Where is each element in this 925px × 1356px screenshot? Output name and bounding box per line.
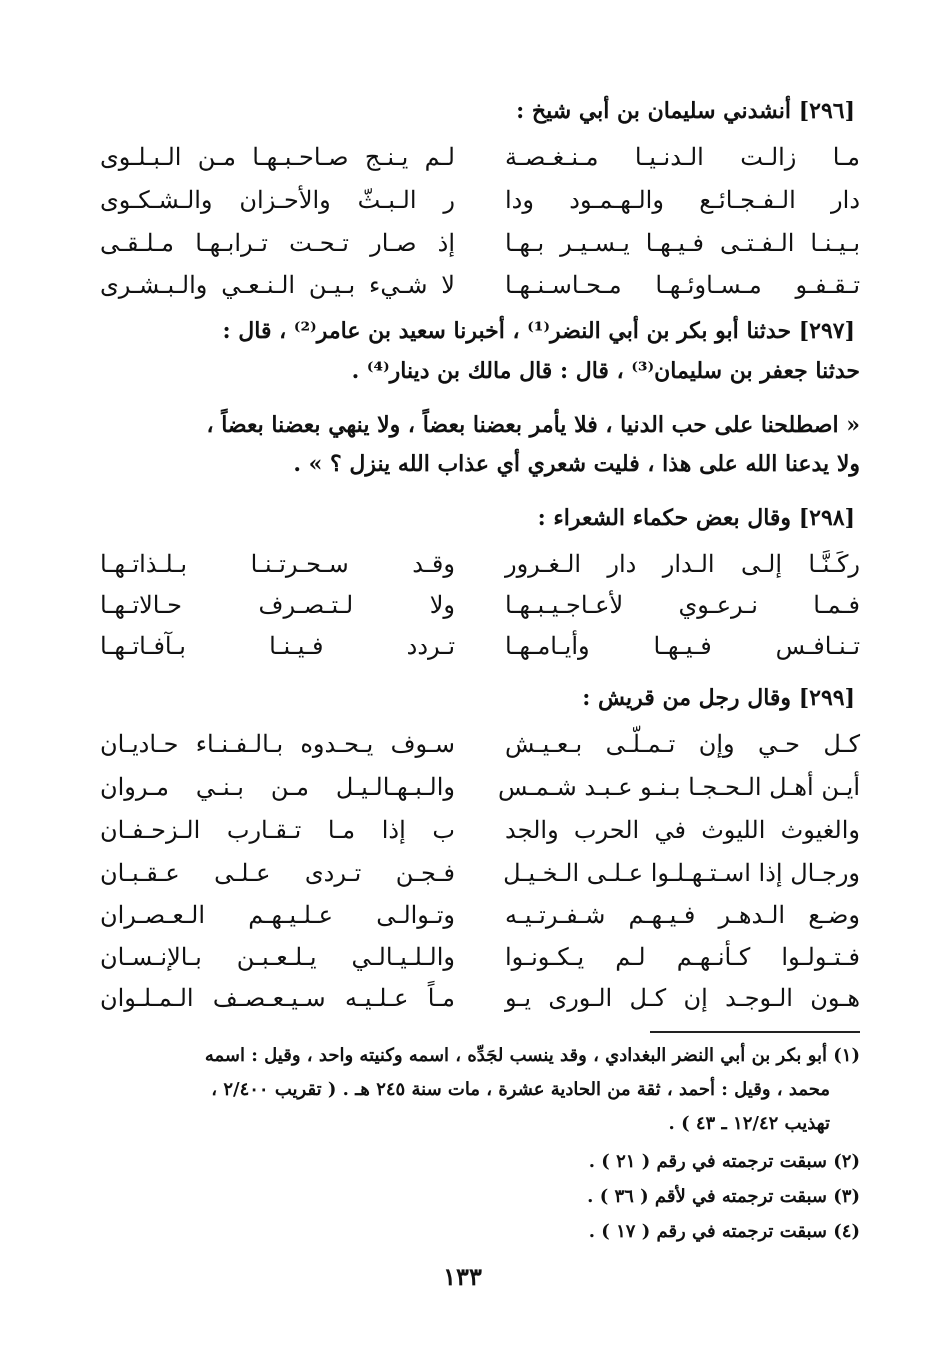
heading-296: [٢٩٦] أنشدني سليمان بن أبي شيخ : [516, 98, 855, 124]
heading-298: [٢٩٨] وقال بعض حكماء الشعراء : [537, 505, 855, 531]
verse-second-hemistich: ولا لـتـصـرف حـالاتـهـا [100, 591, 455, 619]
heading-299: [٢٩٩] وقال رجل من قريش : [582, 685, 855, 711]
verse-row [100, 143, 860, 183]
verse-second-hemistich: تـردد فـيـنـا بـآفـاتـهـا [100, 632, 455, 660]
verse-first-hemistich: دار الـفـجـائـع والـهـمـود ودا [505, 186, 860, 214]
verse-row [100, 816, 860, 856]
verse-second-hemistich: وتـوالـى عـلـيـهـم الـعـصـران [100, 901, 455, 929]
verse-row [100, 591, 860, 631]
verse-first-hemistich: هـون الـوجـد إن كـل الـورى يـو [505, 984, 860, 1012]
quote-line-2: ولا يدعنا الله على هذا ، فليت شعري أي عذاب الله ينزل ؟ » . [293, 451, 860, 477]
footnote-1-line-2: محمد ، وقيل : أحمد ، ثقة من الحادية عشرة ، مات سنة ٢٤٥ هـ . ( تقريب ٢/٤٠٠ ، [211, 1079, 830, 1100]
footnote-3: (٣) سبقت ترجمته في لأقم ( ٣٦ ) . [587, 1186, 860, 1207]
verse-row [100, 229, 860, 269]
verse-second-hemistich: ب إذا مـا تـقـارب الـزحـفـان [100, 816, 455, 844]
verse-row [100, 773, 860, 813]
verse-first-hemistich: فـمـا نـرعـوي لأعـاجـيـبـهـا [505, 591, 860, 619]
verse-first-hemistich: والغيوث الليوث في الحرب والجد [505, 816, 860, 844]
verse-row [100, 901, 860, 941]
verse-row [100, 859, 860, 899]
verse-second-hemistich: لـم يـنـج صـاحـبـهـا مـن الـبـلـوى [100, 143, 455, 171]
verse-row [100, 550, 860, 590]
footnote-2: (٢) سبقت ترجمته في رقم ( ٢١ ) . [588, 1151, 860, 1172]
verse-second-hemistich: والـبـهـالـيـل مـن بـنـي مـروان [100, 773, 455, 801]
footnote-separator [650, 1031, 860, 1033]
footnote-1-line-3: تهذيب ١٢/٤٢ ـ ٤٣ ) . [668, 1113, 830, 1134]
verse-first-hemistich: تـقـفـو مـسـاوئـهـا مـحـاسـنـهـا [505, 271, 860, 299]
verse-second-hemistich: سـوف يـحـدوه بـالـفـنـاء حـاديـان [100, 730, 455, 758]
verse-second-hemistich: ر الـبـثّ والأحـزان والـشـكـوى [100, 186, 455, 214]
verse-second-hemistich: لا شـيء بـيـن الـنـعـي والـبـشـرى [100, 271, 455, 299]
verse-row [100, 632, 860, 672]
verse-first-hemistich: وضـع الـدهـر فـيـهـم شـفـرتـيـه [505, 901, 860, 929]
footnote-4: (٤) سبقت ترجمته في رقم ( ١٧ ) . [588, 1221, 860, 1242]
verse-first-hemistich: فـتـولـوا كـأنـهـم لـم يـكـونـوا [505, 943, 860, 971]
verse-first-hemistich: مـا زالـت الـدنـيـا مـنـغـصـة [505, 143, 860, 171]
verse-first-hemistich: ركَـنَّـا إلـى الـدار دار الـغـرور [505, 550, 860, 578]
verse-row [100, 730, 860, 770]
verse-first-hemistich: بـيـنـا الـفـتـى فـيـهـا يـسـيـر بـهـا [505, 229, 860, 257]
isnad-line: حدثنا جعفر بن سليمان⁽³⁾ ، قال : قال مالك بن دينار⁽⁴⁾ . [351, 358, 860, 384]
page-number: ١٣٣ [443, 1262, 482, 1291]
heading-297: [٢٩٧] حدثنا أبو بكر بن أبي النضر⁽¹⁾ ، أخبرنا سعيد بن عامر⁽²⁾ ، قال : [222, 318, 855, 344]
verse-row [100, 984, 860, 1024]
verse-first-hemistich: تـنـافـس فـيـهـا وأيـامـهـا [505, 632, 860, 660]
verse-row [100, 943, 860, 983]
verse-second-hemistich: إذ صـار تـحـت تـرابـهـا مـلـقـى [100, 229, 455, 257]
verse-second-hemistich: مـاً عـلـيـه سـيـعـصـف الـمـلـوان [100, 984, 455, 1012]
verse-first-hemistich: كـل حـي وإن تـمـلّـى بـعـيـش [505, 730, 860, 758]
verse-row [100, 186, 860, 226]
verse-second-hemistich: وقـد سـحـرتـنـا بـلـذاتـهـا [100, 550, 455, 578]
footnote-1-line-1: (١) أبو بكر بن أبي النضر البغدادي ، وقد ينسب لجَدِّه ، اسمه وكنيته واحد ، وقيل : اسمه [204, 1045, 860, 1066]
verse-first-hemistich: أيـن أهـل الـحـجـا بـنـو عـبـد شـمـس [498, 773, 860, 801]
verse-second-hemistich: والـلـيـالـي يـلـعـبـن بـالإنـسـان [100, 943, 455, 971]
verse-second-hemistich: فـجـن تـردى عـلـى عـقـبـان [100, 859, 455, 887]
quote-line-1: « اصطلحنا على حب الدنيا ، فلا يأمر بعضنا بعضاً ، ولا ينهي بعضنا بعضاً ، [206, 412, 860, 438]
verse-first-hemistich: ورجـال إذا اسـتـهـلـوا عـلـى الـخـيـل [503, 859, 860, 887]
verse-row [100, 271, 860, 311]
